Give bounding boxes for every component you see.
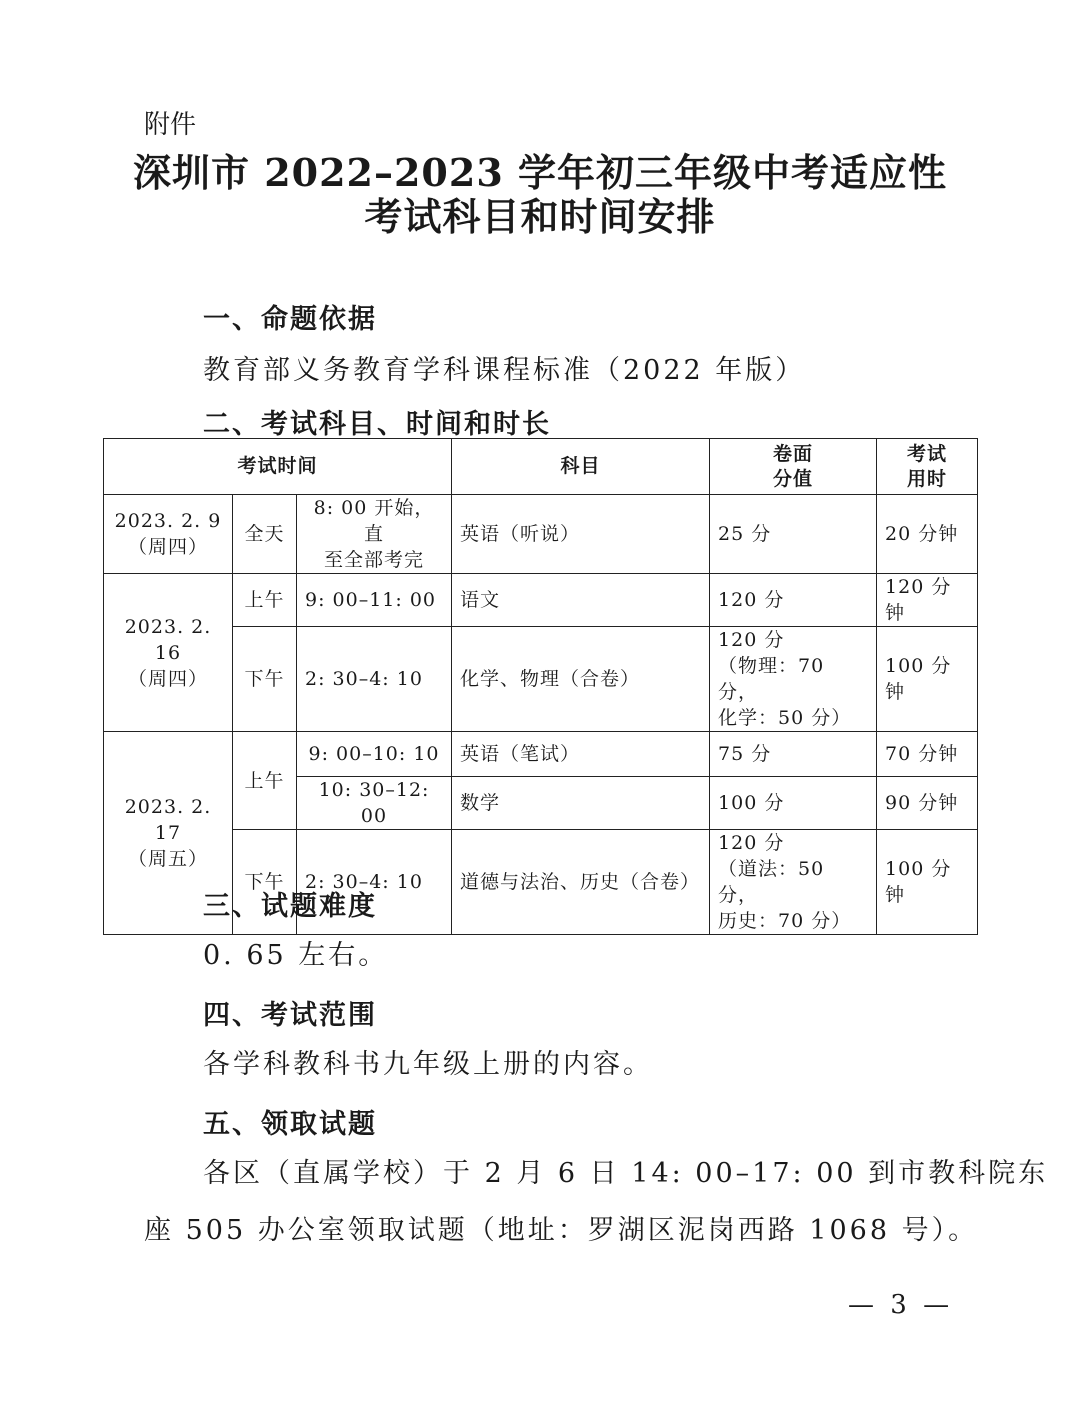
time-cell: 9: 00–10: 10: [297, 732, 452, 777]
date: 2023. 2. 16: [124, 615, 212, 664]
time-line2: 至全部考完: [324, 549, 425, 571]
page-number: — 3 —: [848, 1290, 954, 1320]
score-line3: 历史：70 分）: [718, 910, 852, 932]
score-line2: （物理：70 分，: [718, 655, 825, 703]
time-cell: 9: 00–11: 00: [297, 574, 452, 627]
score-cell: 25 分: [710, 495, 877, 574]
section5-heading: 五、领取试题: [203, 1109, 377, 1140]
score-cell: 120 分: [710, 574, 877, 627]
subject-cell: 道德与法治、历史（合卷）: [452, 830, 710, 935]
header-exam-time: 考试时间: [104, 439, 452, 495]
exam-schedule-table: [103, 438, 978, 935]
table-row: [104, 732, 978, 777]
document-title-line2: 考试科目和时间安排: [364, 194, 716, 239]
duration-cell: 120 分钟: [877, 574, 978, 627]
score-line2: （道法：50 分，: [718, 858, 825, 906]
subject-cell: 语文: [452, 574, 710, 627]
time-line1: 8: 00 开始，直: [313, 497, 435, 545]
table-header-row: [104, 439, 978, 495]
header-duration-line1: 考试: [907, 442, 948, 465]
subject-cell: 英语（听说）: [452, 495, 710, 574]
time-cell: [297, 495, 452, 574]
weekday: （周四）: [127, 536, 208, 558]
subject-cell: 英语（笔试）: [452, 732, 710, 777]
header-duration: [877, 439, 978, 495]
weekday: （周五）: [127, 848, 208, 870]
section3-heading: 三、试题难度: [203, 891, 377, 922]
duration-cell: 100 分钟: [877, 627, 978, 732]
table-row: [104, 495, 978, 574]
section2-heading: 二、考试科目、时间和时长: [203, 409, 551, 440]
section1-text: 教育部义务教育学科课程标准（2022 年版）: [203, 355, 806, 386]
period-cell: 下午: [233, 830, 297, 935]
weekday: （周四）: [127, 667, 208, 690]
header-score-line2: 分值: [773, 467, 814, 490]
section5-text-line2: 座 505 办公室领取试题（地址：罗湖区泥岗西路 1068 号）。: [144, 1215, 979, 1246]
duration-cell: 90 分钟: [877, 777, 978, 830]
header-score: [710, 439, 877, 495]
time-cell: 2: 30–4: 10: [297, 627, 452, 732]
header-score-line1: 卷面: [773, 442, 814, 465]
date: 2023. 2. 9: [114, 510, 222, 532]
time-cell: 10: 30–12: 00: [297, 777, 452, 830]
document-title-line1: 深圳市 2022–2023 学年初三年级中考适应性: [133, 150, 947, 195]
score-cell: [710, 627, 877, 732]
score-line3: 化学：50 分）: [718, 707, 852, 729]
subject-cell: 数学: [452, 777, 710, 830]
date-cell: [104, 574, 233, 732]
period-cell: 下午: [233, 627, 297, 732]
duration-cell: 100 分钟: [877, 830, 978, 935]
header-subject: 科目: [452, 439, 710, 495]
attachment-label: 附件: [144, 110, 197, 140]
section3-text: 0. 65 左右。: [203, 940, 389, 971]
period-cell: 全天: [233, 495, 297, 574]
score-line1: 120 分: [718, 832, 785, 854]
date-cell: [104, 495, 233, 574]
period-cell: 上午: [233, 732, 297, 830]
score-cell: [710, 830, 877, 935]
period-cell: 上午: [233, 574, 297, 627]
table-row: [104, 574, 978, 627]
section4-heading: 四、考试范围: [203, 1000, 377, 1031]
score-cell: 75 分: [710, 732, 877, 777]
date: 2023. 2. 17: [124, 796, 212, 844]
duration-cell: 70 分钟: [877, 732, 978, 777]
section1-heading: 一、命题依据: [203, 304, 377, 335]
table-row: [104, 627, 978, 732]
time-cell: 2: 30–4: 10: [297, 830, 452, 935]
section5-text-line1: 各区（直属学校）于 2 月 6 日 14: 00–17: 00 到市教科院东: [203, 1158, 1049, 1189]
header-duration-line2: 用时: [907, 467, 948, 490]
subject-cell: 化学、物理（合卷）: [452, 627, 710, 732]
section4-text: 各学科教科书九年级上册的内容。: [203, 1049, 653, 1080]
score-cell: 100 分: [710, 777, 877, 830]
score-line1: 120 分: [718, 629, 785, 651]
duration-cell: 20 分钟: [877, 495, 978, 574]
